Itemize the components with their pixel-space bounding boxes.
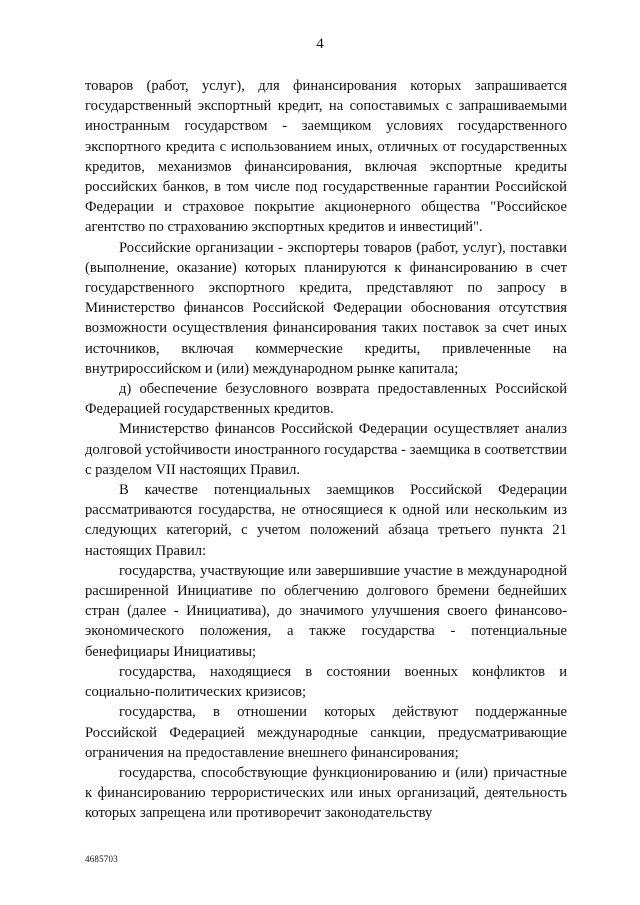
paragraph-3: д) обеспечение безусловного возврата предоставленных Российской Федерацией государственных кредитов. [85,381,567,418]
paragraph-6: государства, участвующие или завершившие участие в международной расширенной Инициативе по облегчению долгового бремени беднейших стран (далее - Инициатива), до значимого улучшения своего финансово-экономического положения, а также государства - потенциальные бенефициары Инициативы; [85,562,567,660]
paragraph-2: Российские организации - экспортеры товаров (работ, услуг), поставки (выполнение, оказание) которых планируются к финансированию в счет государственного экспортного кредита, представляют по запросу в Министерство финансов Российской Федерации обоснования отсутствия возможности осуществления финансирования таких поставок за счет иных источников, включая коммерческие кредиты, привлеченные на внутрироссийском и (или) международном рынке капитала; [85,239,567,377]
document-code: 4685703 [85,854,118,864]
paragraph-7: государства, находящиеся в состоянии военных конфликтов и социально-политических кризисов; [85,663,567,701]
page-number: 4 [316,36,324,52]
paragraph-9: государства, способствующие функционированию и (или) причастные к финансированию террористических или иных организаций, деятельность которых запрещена или противоречит законодательству [85,764,567,822]
paragraph-5: В качестве потенциальных заемщиков Российской Федерации рассматриваются государства, не относящиеся к одной или нескольким из следующих категорий, с учетом положений абзаца третьего пункта 21 настоящих Правил: [85,482,567,559]
paragraph-4: Министерство финансов Российской Федерации осуществляет анализ долговой устойчивости иностранного государства - заемщика в соответствии с разделом VII настоящих Правил. [85,421,567,478]
paragraph-8: государства, в отношении которых действуют поддержанные Российской Федерацией международные санкции, предусматривающие ограничения на предоставление внешнего финансирования; [85,704,567,761]
paragraph-1: товаров (работ, услуг), для финансирования которых запрашивается государственный экспортный кредит, на сопоставимых с запрашиваемыми иностранным государством - заемщиком условиях государственного экспортного кредита с использованием иных, отличных от государственных кредитов, механизмов финансирования, включая экспортные кредиты российских банков, в том числе под государственные гарантии Российской Федерации и страховое покрытие акционерного общества "Российское агентство по страхованию экспортных кредитов и инвестиций". [85,78,567,236]
body-text [85,76,567,824]
